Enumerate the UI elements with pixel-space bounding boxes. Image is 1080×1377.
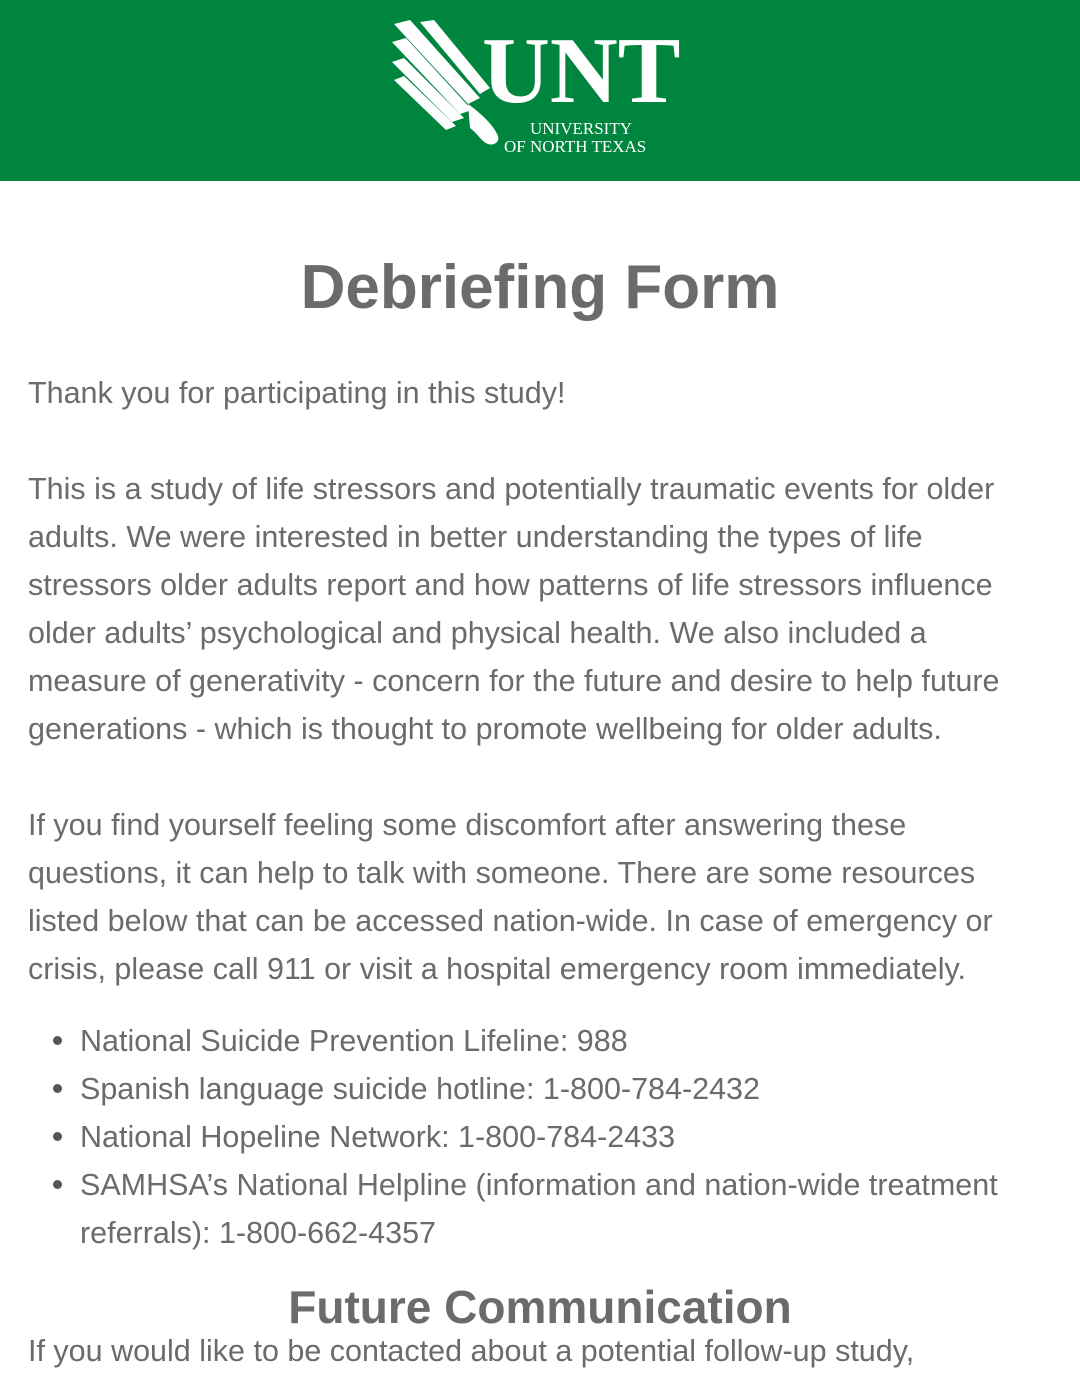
svg-text:OF NORTH TEXAS: OF NORTH TEXAS [504, 137, 647, 156]
resource-list [28, 1017, 1052, 1257]
svg-text:UNT: UNT [482, 19, 681, 123]
header-banner [0, 0, 1080, 181]
resource-item-samhsa: SAMHSA’s National Helpline (information and nation-wide treatment referrals): 1-800-662-4357 [80, 1161, 1052, 1257]
discomfort-text: If you find yourself feeling some discomfort after answering these questions, it can help to talk with someone. There are some resources listed below that can be accessed nation-wide. In case of emergency or crisis, please call 911 or visit a hospital emergency room immediately. [28, 808, 993, 986]
future-communication-text: If you would like to be contacted about a potential follow-up study, [28, 1334, 915, 1368]
resource-item-hopeline: National Hopeline Network: 1-800-784-2433 [80, 1113, 1052, 1161]
main-content [0, 253, 1080, 1375]
future-communication-heading: Future Communication [288, 1281, 792, 1333]
svg-text:UNIVERSITY: UNIVERSITY [530, 119, 632, 138]
page-title: Debriefing Form [300, 253, 780, 322]
resource-item-lifeline: National Suicide Prevention Lifeline: 988 [80, 1017, 1052, 1065]
unt-logo [390, 18, 700, 163]
thanks-text: Thank you for participating in this study! [28, 376, 566, 410]
resource-item-spanish-hotline: Spanish language suicide hotline: 1-800-784-2432 [80, 1065, 1052, 1113]
study-description: This is a study of life stressors and potentially traumatic events for older adults. We were interested in better understanding the types of life stressors older adults report and how patterns of life stressors influence older adults’ psychological and physical health. We also included a measure of generativity - concern for the future and desire to help future generations - which is thought to promote wellbeing for older adults. [28, 472, 1000, 746]
